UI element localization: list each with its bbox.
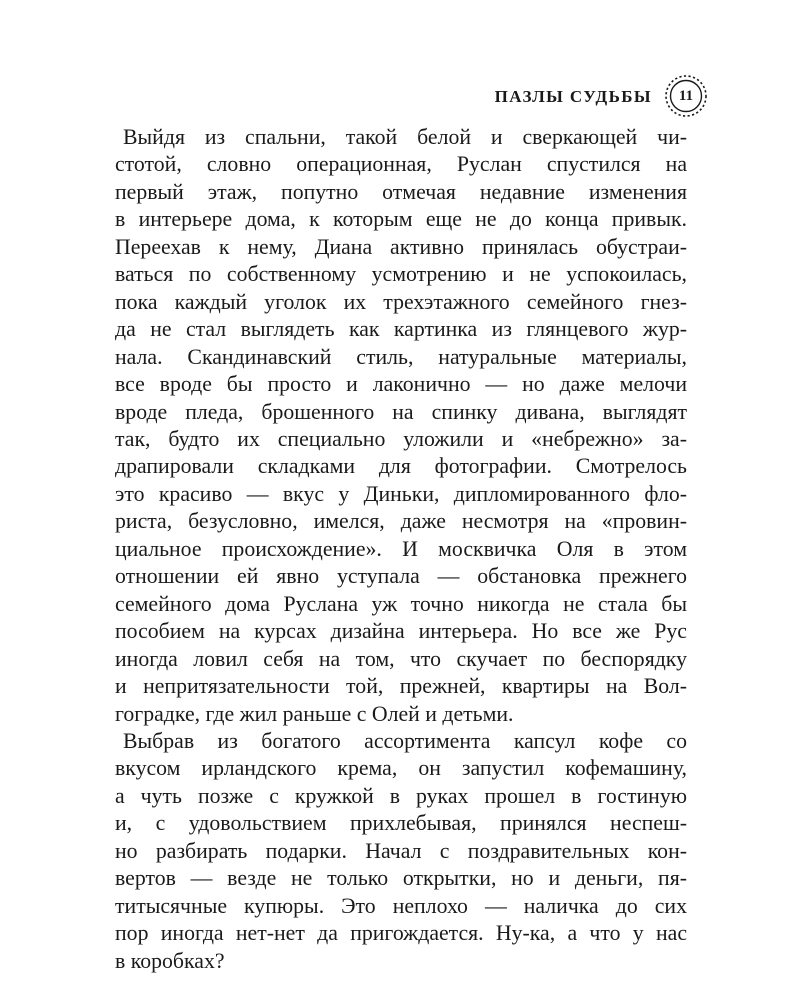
page-number-badge <box>664 74 708 118</box>
text-line: титысячные купюры. Это неплохо — наличка до сих <box>115 893 687 918</box>
text-line: так, будто их специально уложили и «небрежно» за- <box>115 426 687 451</box>
text-line: и, с удовольствием прихлебывая, принялся неспеш- <box>115 811 687 836</box>
text-line: все вроде бы просто и лаконично — но даже мелочи <box>115 372 687 397</box>
text-line: вертов — везде не только открытки, но и деньги, пя- <box>115 866 687 891</box>
text-line: вроде пледа, брошенного на спинку дивана, выглядят <box>115 399 687 424</box>
text-line: семейного дома Руслана уж точно никогда не стала бы <box>115 591 687 616</box>
text-line: стотой, словно операционная, Руслан спустился на <box>115 152 687 177</box>
text-line: в коробках? <box>115 948 225 973</box>
text-line: пор иногда нет-нет да пригождается. Ну-ка, а что у нас <box>115 921 687 946</box>
text-line: и непритязательности той, прежней, квартиры на Вол- <box>115 674 687 699</box>
paragraph <box>115 124 687 728</box>
text-line: иногда ловил себя на том, что скучает по беспорядку <box>115 646 687 671</box>
page-number: 11 <box>678 88 694 104</box>
text-line: но разбирать подарки. Начал с поздравительных кон- <box>115 838 687 863</box>
paragraph <box>115 728 687 975</box>
text-line: вкусом ирландского крема, он запустил кофемашину, <box>115 756 687 781</box>
text-line: первый этаж, попутно отмечая недавние изменения <box>115 179 687 204</box>
text-line: Выйдя из спальни, такой белой и сверкающей чи- <box>123 125 687 149</box>
body-text <box>115 124 687 975</box>
text-line: пособием на курсах дизайна интерьера. Но все же Рус <box>115 619 687 644</box>
text-line: гоградке, где жил раньше с Олей и детьми. <box>115 701 514 726</box>
text-line: в интерьере дома, к которым еще не до конца привык. <box>115 207 687 232</box>
text-line: пока каждый уголок их трехэтажного семейного гнез- <box>115 289 687 314</box>
text-line: Переехав к нему, Диана активно принялась обустраи- <box>115 234 687 259</box>
text-line: отношении ей явно уступала — обстановка прежнего <box>115 564 687 589</box>
running-head <box>495 74 708 118</box>
text-line: да не стал выглядеть как картинка из глянцевого жур- <box>115 317 687 342</box>
text-line: а чуть позже с кружкой в руках прошел в гостиную <box>115 783 687 808</box>
text-line: циальное происхождение». И москвичка Оля в этом <box>115 536 687 561</box>
text-line: нала. Скандинавский стиль, натуральные материалы, <box>115 344 687 369</box>
book-title: ПАЗЛЫ СУДЬБЫ <box>494 86 652 106</box>
text-line: риста, безусловно, имелся, даже несмотря на «провин- <box>115 509 687 534</box>
text-line: ваться по собственному усмотрению и не успокоилась, <box>115 262 687 287</box>
text-line: это красиво — вкус у Диньки, дипломированного фло- <box>115 481 687 506</box>
text-line: драпировали складками для фотографии. Смотрелось <box>115 454 687 479</box>
text-line: Выбрав из богатого ассортимента капсул кофе со <box>123 728 687 753</box>
